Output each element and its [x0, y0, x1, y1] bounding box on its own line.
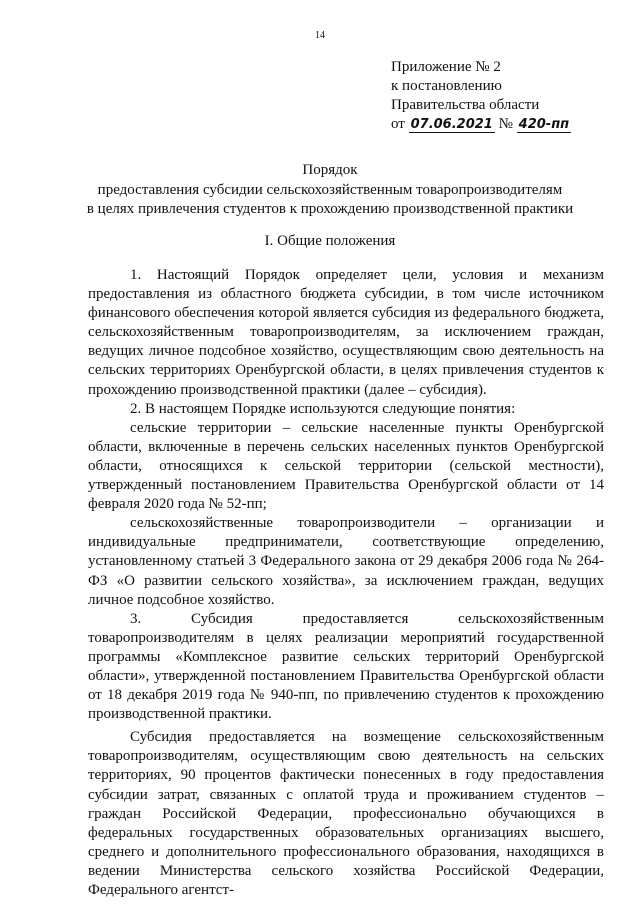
- page-number: 14: [315, 30, 325, 41]
- paragraph: сельские территории – сельские населенные пункты Оренбургской области, включенные в перечень сельских населенных пунктов Оренбургской области, относящихся к сельской территории (сельской местности), утвержденный постановлением Правительства Оренбургской области от 14 февраля 2020 года № 52-пп;: [88, 419, 604, 513]
- paragraph: сельскохозяйственные товаропроизводители – организации и индивидуальные предприниматели, соответствующие определению, установленному статьей 3 Федерального закона от 29 декабря 2006 года № 264-ФЗ «О развитии сельского хозяйства», за исключением граждан, ведущих личное подсобное хозяйство.: [88, 515, 604, 608]
- section-heading: I. Общие положения: [264, 233, 396, 249]
- appendix-line: к постановлению: [391, 78, 502, 94]
- appendix-line: Правительства области: [391, 97, 540, 113]
- appendix-date-line: [391, 115, 571, 134]
- document-subtitle-line: предоставления субсидии сельскохозяйственным товаропроизводителям: [97, 182, 563, 198]
- document-body: [88, 266, 604, 900]
- paragraph: 2. В настоящем Порядке используются следующие понятия:: [130, 400, 516, 417]
- paragraph: 3. Субсидия предоставляется сельскохозяйственным товаропроизводителям в целях реализации мероприятий государственной программы «Комплексное развитие сельских территорий Оренбургской области», утвержденной постановлением Правительства Оренбургской области от 18 декабря 2019 года № 940-пп, по привлечению студентов к прохождению производственной практики.: [88, 610, 604, 723]
- appendix-number: 420-пп: [518, 117, 570, 132]
- paragraph: Субсидия предоставляется на возмещение сельскохозяйственным товаропроизводителям, осуществляющим свою деятельность на сельских территориях, 90 процентов фактически понесенных в году предоставления субсидии затрат, связанных с оплатой труда и проживанием студентов – граждан Российской Федерации, профессионально обучающихся в федеральных государственных образовательных организациях высшего, среднего и дополнительного профессионального образования, находящихся в ведении Министерства сельского хозяйства Российской Федерации, Федерального агентст-: [88, 729, 604, 898]
- document-title: Порядок: [302, 162, 358, 178]
- appendix-block: [391, 58, 571, 134]
- document-subtitle-line: в целях привлечения студентов к прохождению производственной практики: [86, 201, 574, 217]
- appendix-date: 07.06.2021: [410, 117, 493, 132]
- appendix-line: Приложение № 2: [391, 59, 501, 75]
- appendix-from: от: [391, 116, 405, 132]
- appendix-no: №: [498, 116, 513, 132]
- paragraph: 1. Настоящий Порядок определяет цели, условия и механизм предоставления из областного бюджета субсидии, в том числе источником финансового обеспечения которой является субсидия из федерального бюджета, сельскохозяйственным товаропроизводителям, за исключением граждан, ведущих личное подсобное хозяйство, осуществляющим свою деятельность на сельских территориях Оренбургской области, в целях привлечения студентов к прохождению производственной практики (далее – субсидия).: [88, 267, 604, 398]
